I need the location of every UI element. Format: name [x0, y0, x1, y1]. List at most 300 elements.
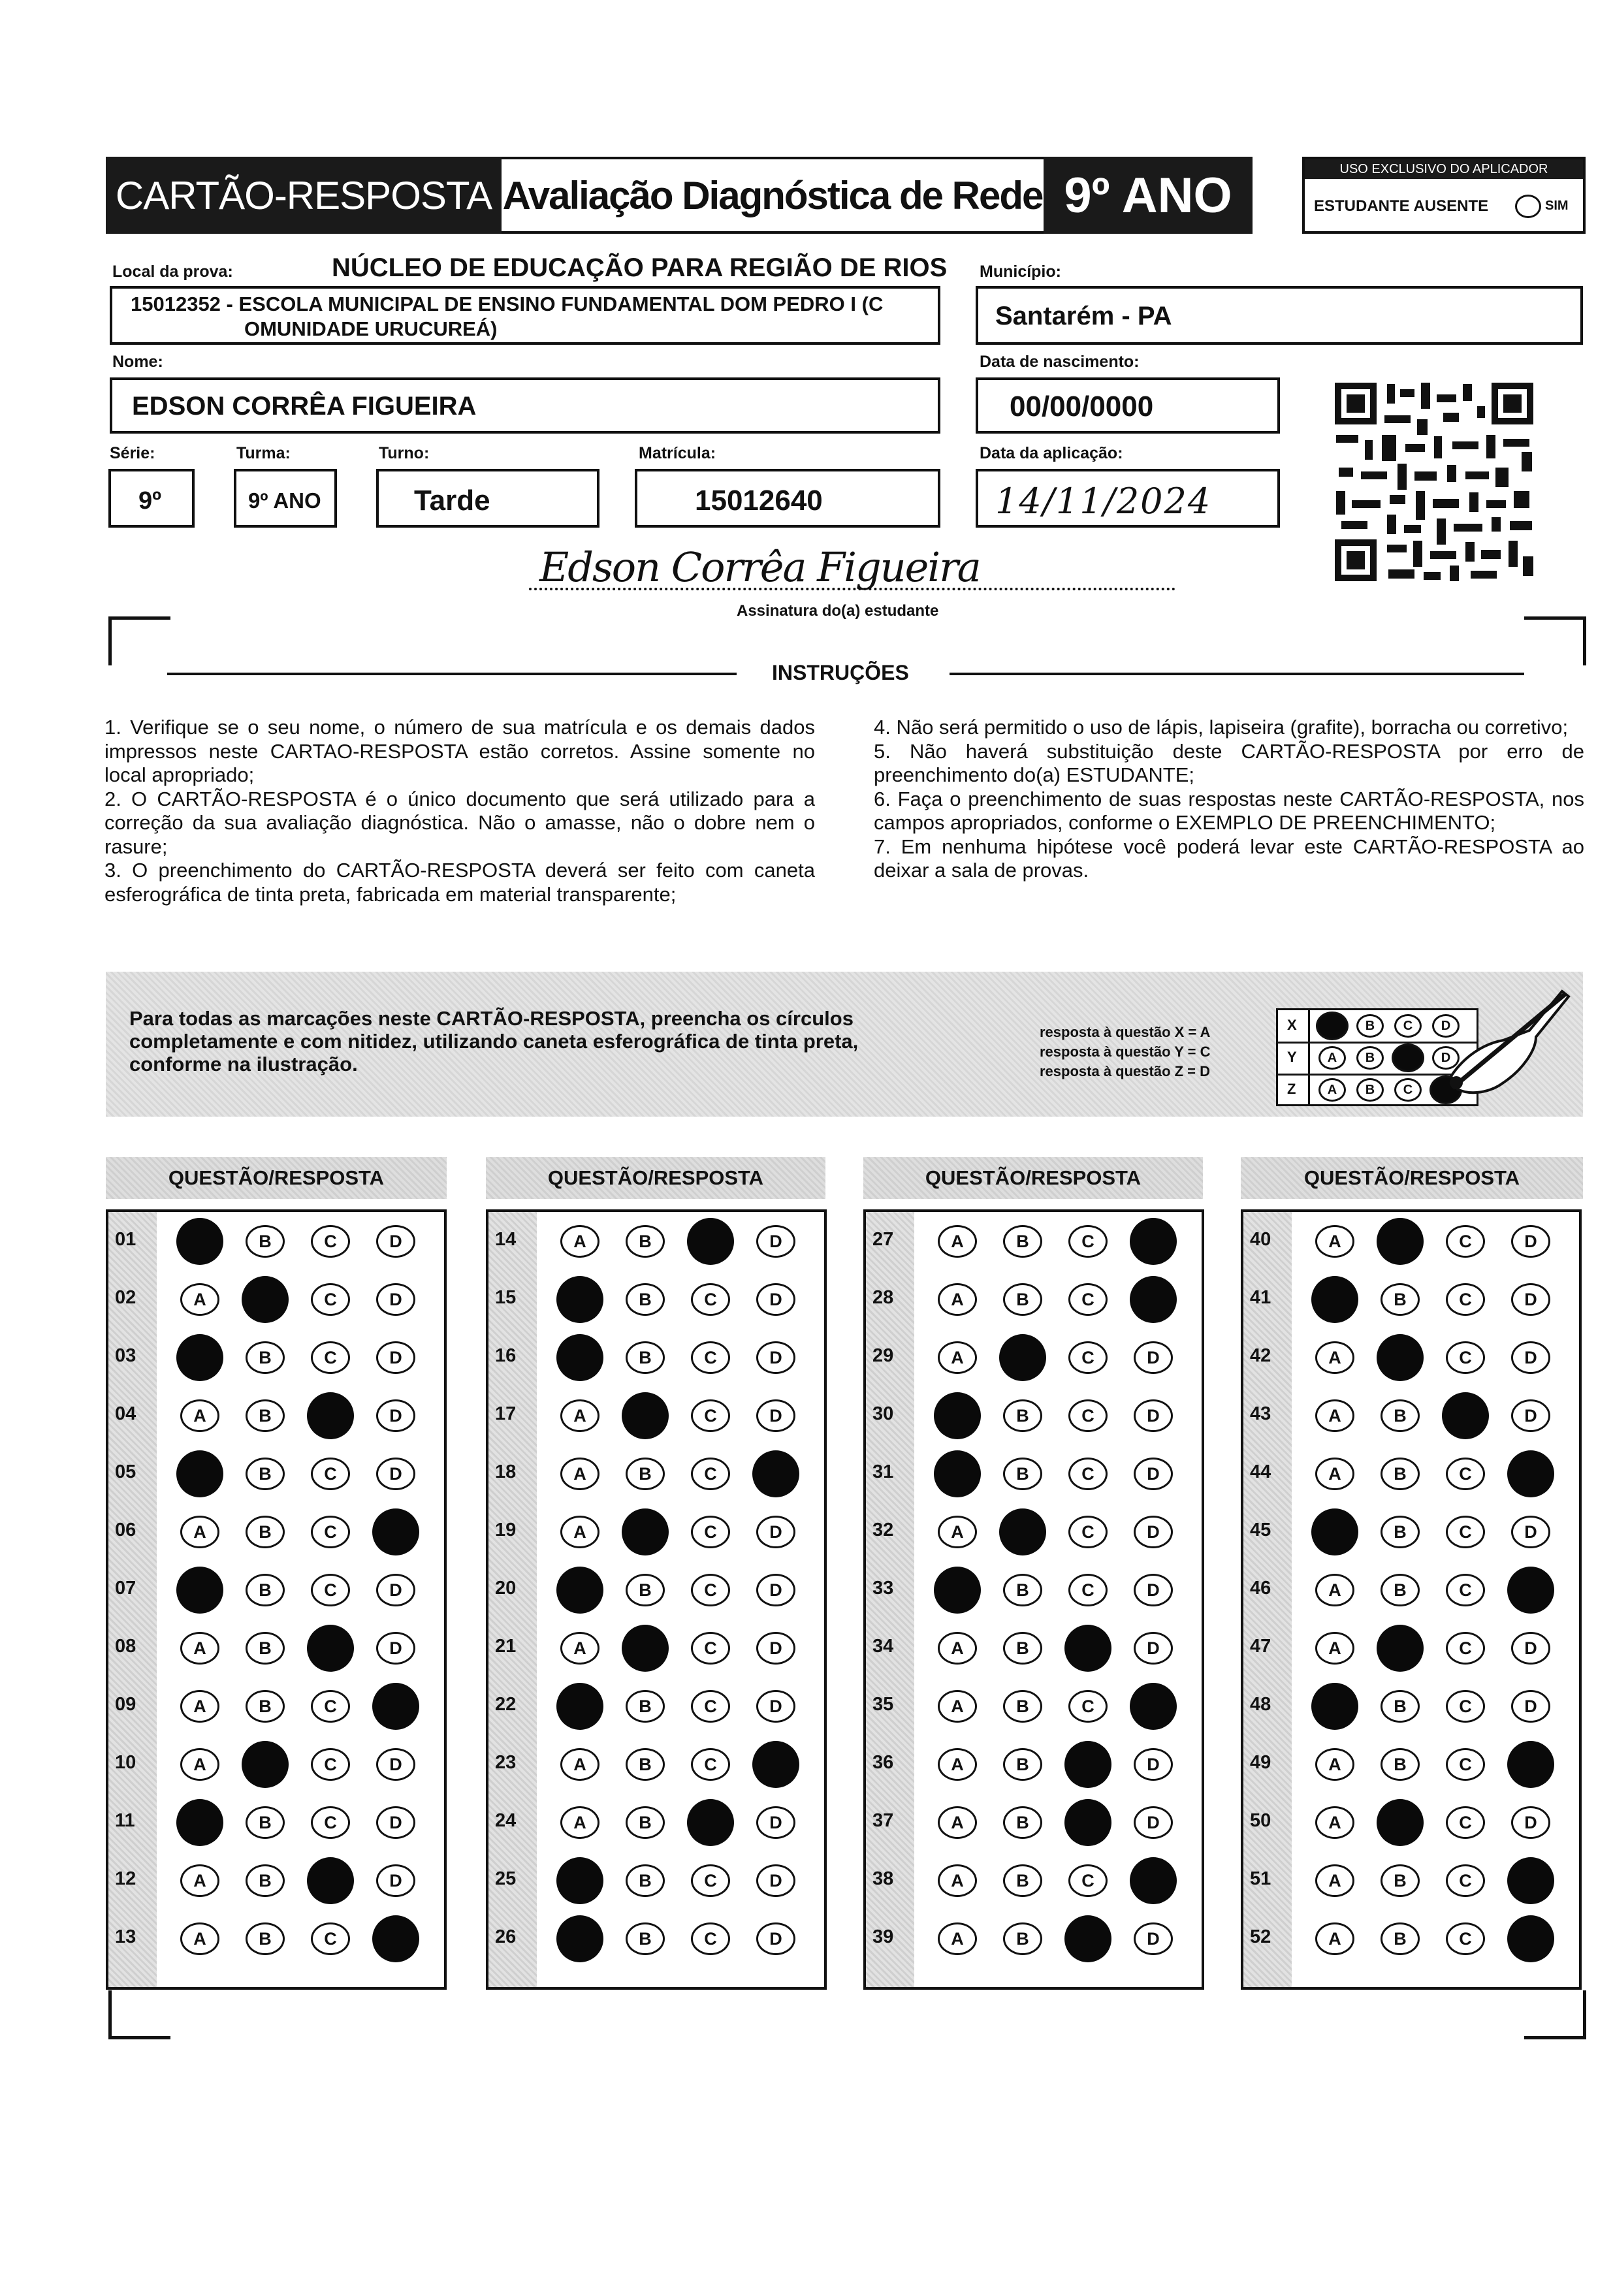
- answer-bubble-b[interactable]: B: [246, 1922, 285, 1955]
- turno-field: [376, 469, 599, 528]
- answer-bubble-c[interactable]: C: [1068, 1690, 1108, 1723]
- answer-bubble-a[interactable]: [1311, 1683, 1358, 1730]
- answer-bubble-a[interactable]: [556, 1276, 603, 1323]
- question-number: 18: [495, 1461, 517, 1482]
- answer-row: [1243, 1685, 1579, 1727]
- answer-bubble-b[interactable]: B: [1003, 1806, 1042, 1839]
- answer-bubble-a[interactable]: [176, 1218, 223, 1265]
- instructions-title: INSTRUÇÕES: [772, 661, 909, 684]
- answer-row: [1243, 1859, 1579, 1901]
- answer-bubble-a[interactable]: [934, 1567, 981, 1614]
- answer-bubble-b[interactable]: [1377, 1625, 1424, 1672]
- question-number: 47: [1250, 1636, 1271, 1657]
- answer-bubble-c[interactable]: C: [311, 1283, 350, 1316]
- answer-bubble-c[interactable]: [1064, 1625, 1111, 1672]
- answer-bubble-b[interactable]: B: [1003, 1225, 1042, 1258]
- answer-bubble-a[interactable]: [556, 1683, 603, 1730]
- answer-bubble-a[interactable]: A: [560, 1748, 599, 1781]
- answer-bubble-b[interactable]: B: [1381, 1516, 1420, 1548]
- answer-bubble-b[interactable]: B: [626, 1690, 665, 1723]
- answer-bubble-d[interactable]: [1130, 1276, 1177, 1323]
- answer-bubble-c[interactable]: C: [1446, 1632, 1485, 1665]
- answer-bubble-c[interactable]: C: [1446, 1748, 1485, 1781]
- answer-bubble-c[interactable]: C: [1068, 1225, 1108, 1258]
- answer-bubble-d[interactable]: D: [1511, 1806, 1550, 1839]
- question-number: 50: [1250, 1810, 1271, 1831]
- answer-bubble-b[interactable]: B: [626, 1864, 665, 1897]
- question-number: 48: [1250, 1694, 1271, 1715]
- local-value: NÚCLEO DE EDUCAÇÃO PARA REGIÃO DE RIOS: [332, 253, 948, 282]
- answer-bubble-c[interactable]: C: [1446, 1690, 1485, 1723]
- answer-bubble-b[interactable]: [1377, 1218, 1424, 1265]
- example-bubble-b: B: [1356, 1078, 1384, 1102]
- question-number: 52: [1250, 1926, 1271, 1947]
- answer-bubble-b[interactable]: [242, 1276, 289, 1323]
- answer-bubble-c[interactable]: C: [311, 1806, 350, 1839]
- answer-bubble-b[interactable]: B: [1381, 1690, 1420, 1723]
- answer-bubble-d[interactable]: D: [376, 1341, 415, 1374]
- answer-bubble-a[interactable]: [1311, 1276, 1358, 1323]
- answer-row: [108, 1627, 444, 1668]
- school-line-1: 15012352 - ESCOLA MUNICIPAL DE ENSINO FUNDAMENTAL DOM PEDRO I (C: [131, 293, 884, 315]
- answer-bubble-c[interactable]: [1064, 1741, 1111, 1788]
- question-number: 38: [872, 1868, 894, 1889]
- answer-row: [1243, 1336, 1579, 1378]
- answer-bubble-d[interactable]: D: [756, 1516, 795, 1548]
- question-number: 43: [1250, 1403, 1271, 1424]
- example-row-label: Y: [1287, 1049, 1297, 1065]
- answer-bubble-b[interactable]: B: [626, 1225, 665, 1258]
- question-number: 16: [495, 1345, 517, 1366]
- answer-bubble-c[interactable]: [687, 1799, 734, 1846]
- answer-bubble-b[interactable]: B: [1003, 1458, 1042, 1490]
- answer-bubble-d[interactable]: [1507, 1857, 1554, 1904]
- answer-bubble-c[interactable]: C: [691, 1341, 730, 1374]
- answer-bubble-d[interactable]: D: [376, 1806, 415, 1839]
- answer-bubble-a[interactable]: A: [938, 1748, 977, 1781]
- answer-bubble-a[interactable]: A: [1315, 1632, 1354, 1665]
- answer-bubble-b[interactable]: B: [1003, 1574, 1042, 1606]
- question-number: 33: [872, 1578, 894, 1599]
- answer-bubble-c[interactable]: C: [1068, 1399, 1108, 1432]
- answer-bubble-d[interactable]: [752, 1450, 799, 1497]
- answer-column-1: [106, 1209, 447, 1990]
- question-number: 19: [495, 1520, 517, 1540]
- municipio-field: [976, 286, 1583, 345]
- answer-bubble-d[interactable]: D: [376, 1748, 415, 1781]
- answer-row: [108, 1452, 444, 1494]
- answer-bubble-b[interactable]: [622, 1392, 669, 1439]
- answer-row: [866, 1627, 1202, 1668]
- answer-bubble-a[interactable]: A: [1315, 1225, 1354, 1258]
- answer-bubble-a[interactable]: A: [560, 1806, 599, 1839]
- answer-bubble-c[interactable]: C: [1068, 1864, 1108, 1897]
- answer-bubble-d[interactable]: D: [756, 1574, 795, 1606]
- answer-bubble-d[interactable]: [1507, 1450, 1554, 1497]
- answer-bubble-b[interactable]: B: [626, 1458, 665, 1490]
- instruction-item: 3. O preenchimento do CARTÃO-RESPOSTA deverá ser feito com caneta esferográfica de tinta preta, fabricada em material transparente;: [104, 859, 815, 906]
- answer-bubble-d[interactable]: D: [1134, 1748, 1173, 1781]
- nascimento-value: 00/00/0000: [1010, 391, 1154, 423]
- example-bubble-a: A: [1318, 1078, 1346, 1102]
- answer-bubble-c[interactable]: C: [311, 1341, 350, 1374]
- example-bubble-c: C: [1394, 1014, 1422, 1038]
- example-band: [106, 972, 1583, 1117]
- answer-bubble-d[interactable]: D: [1134, 1922, 1173, 1955]
- answer-row: [488, 1627, 824, 1668]
- answer-bubble-c[interactable]: C: [311, 1574, 350, 1606]
- answer-row: [488, 1452, 824, 1494]
- answer-bubble-b[interactable]: B: [246, 1632, 285, 1665]
- school-line-2: OMUNIDADE URUCUREÁ): [244, 317, 498, 340]
- answer-bubble-d[interactable]: D: [376, 1574, 415, 1606]
- absent-checkbox[interactable]: [1515, 195, 1541, 218]
- answer-bubble-c[interactable]: C: [691, 1748, 730, 1781]
- answer-bubble-a[interactable]: [556, 1567, 603, 1614]
- answer-bubble-b[interactable]: B: [1381, 1748, 1420, 1781]
- question-number: 14: [495, 1229, 517, 1250]
- answer-bubble-b[interactable]: [1377, 1799, 1424, 1846]
- answer-bubble-b[interactable]: B: [1003, 1748, 1042, 1781]
- answer-bubble-a[interactable]: A: [1315, 1864, 1354, 1897]
- answer-bubble-a[interactable]: A: [938, 1516, 977, 1548]
- answer-bubble-a[interactable]: A: [938, 1283, 977, 1316]
- answer-bubble-b[interactable]: B: [246, 1399, 285, 1432]
- question-number: 25: [495, 1868, 517, 1889]
- answer-bubble-d[interactable]: D: [1134, 1516, 1173, 1548]
- answer-bubble-a[interactable]: A: [1315, 1458, 1354, 1490]
- answer-bubble-a[interactable]: [556, 1915, 603, 1962]
- answer-row: [1243, 1394, 1579, 1436]
- answer-row: [488, 1220, 824, 1262]
- answer-bubble-b[interactable]: [999, 1334, 1046, 1381]
- question-number: 22: [495, 1694, 517, 1715]
- answer-bubble-c[interactable]: C: [1068, 1283, 1108, 1316]
- answer-bubble-a[interactable]: A: [180, 1399, 219, 1432]
- answer-bubble-c[interactable]: C: [691, 1458, 730, 1490]
- answer-bubble-c[interactable]: C: [311, 1748, 350, 1781]
- answer-bubble-a[interactable]: [176, 1567, 223, 1614]
- answer-bubble-a[interactable]: [934, 1450, 981, 1497]
- municipio-value: Santarém - PA: [995, 302, 1172, 330]
- answer-bubble-c[interactable]: C: [691, 1632, 730, 1665]
- question-number: 51: [1250, 1868, 1271, 1889]
- answer-bubble-a[interactable]: [176, 1334, 223, 1381]
- answer-bubble-b[interactable]: B: [246, 1341, 285, 1374]
- answer-bubble-c[interactable]: C: [1068, 1574, 1108, 1606]
- answer-bubble-c[interactable]: C: [311, 1458, 350, 1490]
- answer-bubble-c[interactable]: C: [1446, 1516, 1485, 1548]
- answer-bubble-d[interactable]: D: [1511, 1516, 1550, 1548]
- answer-column-2: [486, 1209, 827, 1990]
- answer-row: [108, 1743, 444, 1785]
- answer-bubble-d[interactable]: D: [756, 1864, 795, 1897]
- matricula-label: Matrícula:: [639, 444, 716, 462]
- answer-bubble-d[interactable]: D: [376, 1399, 415, 1432]
- answer-bubble-c[interactable]: C: [311, 1516, 350, 1548]
- aplicacao-label: Data da aplicação:: [980, 444, 1123, 462]
- answer-bubble-c[interactable]: [307, 1625, 354, 1672]
- answer-row: [488, 1917, 824, 1959]
- answer-bubble-c[interactable]: C: [1068, 1458, 1108, 1490]
- answer-bubble-a[interactable]: A: [1315, 1399, 1354, 1432]
- instructions-left: [104, 716, 815, 906]
- answer-bubble-a[interactable]: A: [180, 1748, 219, 1781]
- answer-bubble-d[interactable]: D: [1134, 1632, 1173, 1665]
- answer-row: [1243, 1569, 1579, 1610]
- answer-bubble-d[interactable]: [1130, 1683, 1177, 1730]
- signature-label: Assinatura do(a) estudante: [737, 602, 939, 620]
- answer-bubble-b[interactable]: B: [1003, 1690, 1042, 1723]
- answer-bubble-b[interactable]: B: [246, 1225, 285, 1258]
- answer-bubble-c[interactable]: C: [1446, 1806, 1485, 1839]
- answer-bubble-d[interactable]: D: [376, 1458, 415, 1490]
- answer-bubble-c[interactable]: C: [311, 1922, 350, 1955]
- answer-row: [866, 1917, 1202, 1959]
- answer-bubble-b[interactable]: B: [246, 1458, 285, 1490]
- answer-bubble-c[interactable]: C: [1446, 1341, 1485, 1374]
- answer-bubble-d[interactable]: D: [756, 1399, 795, 1432]
- answer-bubble-c[interactable]: [307, 1392, 354, 1439]
- question-number: 41: [1250, 1287, 1271, 1308]
- answer-bubble-c[interactable]: [1064, 1799, 1111, 1846]
- answer-bubble-b[interactable]: B: [1381, 1283, 1420, 1316]
- answer-bubble-d[interactable]: D: [1511, 1632, 1550, 1665]
- answer-bubble-a[interactable]: A: [180, 1516, 219, 1548]
- answer-bubble-a[interactable]: A: [938, 1632, 977, 1665]
- answer-bubble-a[interactable]: A: [938, 1922, 977, 1955]
- question-number: 13: [115, 1926, 136, 1947]
- answer-bubble-d[interactable]: [1507, 1915, 1554, 1962]
- answer-bubble-c[interactable]: C: [691, 1922, 730, 1955]
- answer-bubble-d[interactable]: [372, 1683, 419, 1730]
- answer-row: [488, 1510, 824, 1552]
- instruction-item: 1. Verifique se o seu nome, o número de sua matrícula e os demais dados impressos neste CARTAO-RESPOSTA estão corretos. Assine somente no local apropriado;: [104, 716, 815, 786]
- answer-bubble-d[interactable]: D: [1511, 1341, 1550, 1374]
- answer-bubble-a[interactable]: A: [938, 1341, 977, 1374]
- answer-bubble-a[interactable]: A: [1315, 1574, 1354, 1606]
- answer-bubble-b[interactable]: B: [626, 1748, 665, 1781]
- answer-row: [488, 1278, 824, 1320]
- answer-bubble-b[interactable]: B: [626, 1574, 665, 1606]
- corner-mark-bottom-left: [108, 1990, 170, 2039]
- answer-bubble-d[interactable]: D: [756, 1806, 795, 1839]
- question-number: 42: [1250, 1345, 1271, 1366]
- answer-bubble-d[interactable]: D: [1134, 1458, 1173, 1490]
- answer-bubble-d[interactable]: [1130, 1857, 1177, 1904]
- answer-bubble-b[interactable]: B: [1381, 1922, 1420, 1955]
- example-bubble-a: A: [1318, 1046, 1346, 1070]
- answer-bubble-a[interactable]: [176, 1799, 223, 1846]
- answer-bubble-b[interactable]: B: [1381, 1399, 1420, 1432]
- answer-bubble-c[interactable]: C: [1446, 1574, 1485, 1606]
- answer-bubble-b[interactable]: B: [626, 1922, 665, 1955]
- answer-bubble-a[interactable]: A: [560, 1458, 599, 1490]
- answer-bubble-a[interactable]: [176, 1450, 223, 1497]
- answer-bubble-a[interactable]: A: [560, 1516, 599, 1548]
- answer-bubble-a[interactable]: A: [1315, 1341, 1354, 1374]
- answer-bubble-a[interactable]: A: [1315, 1922, 1354, 1955]
- answer-bubble-a[interactable]: A: [180, 1922, 219, 1955]
- answer-bubble-c[interactable]: C: [1446, 1922, 1485, 1955]
- answer-bubble-b[interactable]: B: [1003, 1283, 1042, 1316]
- question-number: 36: [872, 1752, 894, 1773]
- answer-bubble-b[interactable]: B: [1003, 1632, 1042, 1665]
- answer-bubble-d[interactable]: D: [1134, 1574, 1173, 1606]
- answer-bubble-a[interactable]: [1311, 1508, 1358, 1555]
- serie-field: [108, 469, 195, 528]
- answer-bubble-b[interactable]: [622, 1508, 669, 1555]
- question-number: 09: [115, 1694, 136, 1715]
- answer-bubble-d[interactable]: D: [756, 1632, 795, 1665]
- card-title: CARTÃO-RESPOSTA: [106, 157, 502, 234]
- question-number: 24: [495, 1810, 517, 1831]
- answer-bubble-b[interactable]: B: [626, 1806, 665, 1839]
- answer-row: [488, 1801, 824, 1843]
- answer-row: [866, 1278, 1202, 1320]
- answer-bubble-c[interactable]: C: [311, 1225, 350, 1258]
- answer-row: [488, 1859, 824, 1901]
- nome-value: EDSON CORRÊA FIGUEIRA: [132, 392, 477, 421]
- answer-bubble-d[interactable]: [372, 1915, 419, 1962]
- answer-bubble-a[interactable]: A: [938, 1690, 977, 1723]
- answer-bubble-a[interactable]: A: [938, 1225, 977, 1258]
- answer-row: [866, 1859, 1202, 1901]
- answer-bubble-a[interactable]: A: [560, 1632, 599, 1665]
- answer-bubble-d[interactable]: D: [376, 1632, 415, 1665]
- answer-bubble-c[interactable]: C: [311, 1690, 350, 1723]
- answer-bubble-a[interactable]: A: [180, 1283, 219, 1316]
- answer-bubble-b[interactable]: B: [1381, 1458, 1420, 1490]
- answer-bubble-a[interactable]: A: [180, 1632, 219, 1665]
- answer-bubble-b[interactable]: B: [1003, 1864, 1042, 1897]
- answer-bubble-d[interactable]: D: [1511, 1399, 1550, 1432]
- answer-bubble-c[interactable]: C: [1446, 1283, 1485, 1316]
- answer-bubble-d[interactable]: [1130, 1218, 1177, 1265]
- answer-row: [866, 1394, 1202, 1436]
- answer-row: [108, 1917, 444, 1959]
- answer-bubble-d[interactable]: D: [1134, 1806, 1173, 1839]
- turno-value: Tarde: [414, 485, 490, 517]
- answer-bubble-d[interactable]: [372, 1508, 419, 1555]
- answer-row: [1243, 1801, 1579, 1843]
- answer-bubble-a[interactable]: A: [1315, 1748, 1354, 1781]
- answer-bubble-a[interactable]: A: [180, 1690, 219, 1723]
- column-header-3: QUESTÃO/RESPOSTA: [863, 1157, 1203, 1199]
- question-number: 04: [115, 1403, 136, 1424]
- answer-bubble-d[interactable]: D: [756, 1225, 795, 1258]
- answer-bubble-c[interactable]: [1442, 1392, 1489, 1439]
- answer-bubble-a[interactable]: A: [560, 1399, 599, 1432]
- answer-bubble-d[interactable]: D: [756, 1922, 795, 1955]
- example-legend-y: resposta à questão Y = C: [1040, 1044, 1211, 1060]
- answer-bubble-a[interactable]: A: [938, 1864, 977, 1897]
- answer-bubble-d[interactable]: D: [756, 1690, 795, 1723]
- answer-bubble-c[interactable]: C: [1446, 1225, 1485, 1258]
- answer-bubble-b[interactable]: B: [1381, 1574, 1420, 1606]
- school-field: [110, 286, 940, 345]
- answer-bubble-d[interactable]: D: [1511, 1225, 1550, 1258]
- answer-bubble-a[interactable]: [934, 1392, 981, 1439]
- column-header-4: QUESTÃO/RESPOSTA: [1241, 1157, 1583, 1199]
- example-legend-z: resposta à questão Z = D: [1040, 1063, 1211, 1079]
- answer-row: [866, 1452, 1202, 1494]
- answer-bubble-d[interactable]: D: [376, 1225, 415, 1258]
- answer-bubble-c[interactable]: [687, 1218, 734, 1265]
- answer-bubble-d[interactable]: D: [1511, 1283, 1550, 1316]
- answer-bubble-b[interactable]: [1377, 1334, 1424, 1381]
- answer-bubble-d[interactable]: D: [1134, 1399, 1173, 1432]
- answer-bubble-d[interactable]: D: [756, 1283, 795, 1316]
- answer-bubble-a[interactable]: A: [560, 1225, 599, 1258]
- answer-bubble-c[interactable]: C: [691, 1283, 730, 1316]
- example-bubble-d: D: [1432, 1046, 1460, 1070]
- answer-bubble-b[interactable]: B: [246, 1516, 285, 1548]
- answer-bubble-d[interactable]: D: [1511, 1690, 1550, 1723]
- answer-bubble-d[interactable]: [1507, 1741, 1554, 1788]
- answer-bubble-b[interactable]: [622, 1625, 669, 1672]
- answer-row: [488, 1394, 824, 1436]
- answer-bubble-b[interactable]: B: [246, 1806, 285, 1839]
- answer-bubble-c[interactable]: C: [1068, 1341, 1108, 1374]
- answer-bubble-c[interactable]: [1064, 1915, 1111, 1962]
- answer-bubble-b[interactable]: [999, 1508, 1046, 1555]
- answer-bubble-d[interactable]: [1507, 1567, 1554, 1614]
- turma-label: Turma:: [236, 444, 291, 462]
- answer-bubble-b[interactable]: B: [246, 1574, 285, 1606]
- aplicacao-field[interactable]: [976, 469, 1280, 528]
- answer-bubble-d[interactable]: D: [756, 1341, 795, 1374]
- answer-bubble-c[interactable]: C: [691, 1516, 730, 1548]
- answer-bubble-d[interactable]: [752, 1741, 799, 1788]
- question-number: 26: [495, 1926, 517, 1947]
- answer-bubble-c[interactable]: [307, 1857, 354, 1904]
- answer-bubble-c[interactable]: C: [691, 1399, 730, 1432]
- answer-bubble-a[interactable]: [556, 1857, 603, 1904]
- answer-bubble-d[interactable]: D: [376, 1864, 415, 1897]
- answer-bubble-b[interactable]: [242, 1741, 289, 1788]
- answer-bubble-b[interactable]: B: [626, 1283, 665, 1316]
- answer-bubble-d[interactable]: D: [1134, 1341, 1173, 1374]
- answer-bubble-b[interactable]: B: [1003, 1922, 1042, 1955]
- instruction-item: 2. O CARTÃO-RESPOSTA é o único documento que será utilizado para a correção da sua avaliação diagnóstica. Não o amasse, não o dobre nem o rasure;: [104, 787, 815, 858]
- answer-bubble-a[interactable]: [556, 1334, 603, 1381]
- signature[interactable]: Edson Corrêa Figueira: [539, 543, 980, 591]
- answer-bubble-c[interactable]: C: [1446, 1458, 1485, 1490]
- answer-bubble-d[interactable]: D: [376, 1283, 415, 1316]
- question-number: 27: [872, 1229, 894, 1250]
- nome-field: [110, 377, 940, 434]
- answer-bubble-c[interactable]: C: [1068, 1516, 1108, 1548]
- answer-bubble-a[interactable]: A: [180, 1864, 219, 1897]
- answer-bubble-b[interactable]: B: [626, 1341, 665, 1374]
- answer-bubble-c[interactable]: C: [691, 1690, 730, 1723]
- example-row-label: Z: [1287, 1081, 1296, 1097]
- answer-bubble-c[interactable]: C: [1446, 1864, 1485, 1897]
- answer-bubble-a[interactable]: A: [938, 1806, 977, 1839]
- answer-bubble-b[interactable]: B: [246, 1864, 285, 1897]
- answer-bubble-b[interactable]: B: [1381, 1864, 1420, 1897]
- answer-row: [108, 1859, 444, 1901]
- answer-bubble-c[interactable]: C: [691, 1574, 730, 1606]
- answer-bubble-c[interactable]: C: [691, 1864, 730, 1897]
- answer-row: [866, 1336, 1202, 1378]
- answer-bubble-b[interactable]: B: [246, 1690, 285, 1723]
- question-number: 37: [872, 1810, 894, 1831]
- pen-hand-icon: [1438, 978, 1575, 1109]
- answer-bubble-a[interactable]: A: [1315, 1806, 1354, 1839]
- answer-bubble-b[interactable]: B: [1003, 1399, 1042, 1432]
